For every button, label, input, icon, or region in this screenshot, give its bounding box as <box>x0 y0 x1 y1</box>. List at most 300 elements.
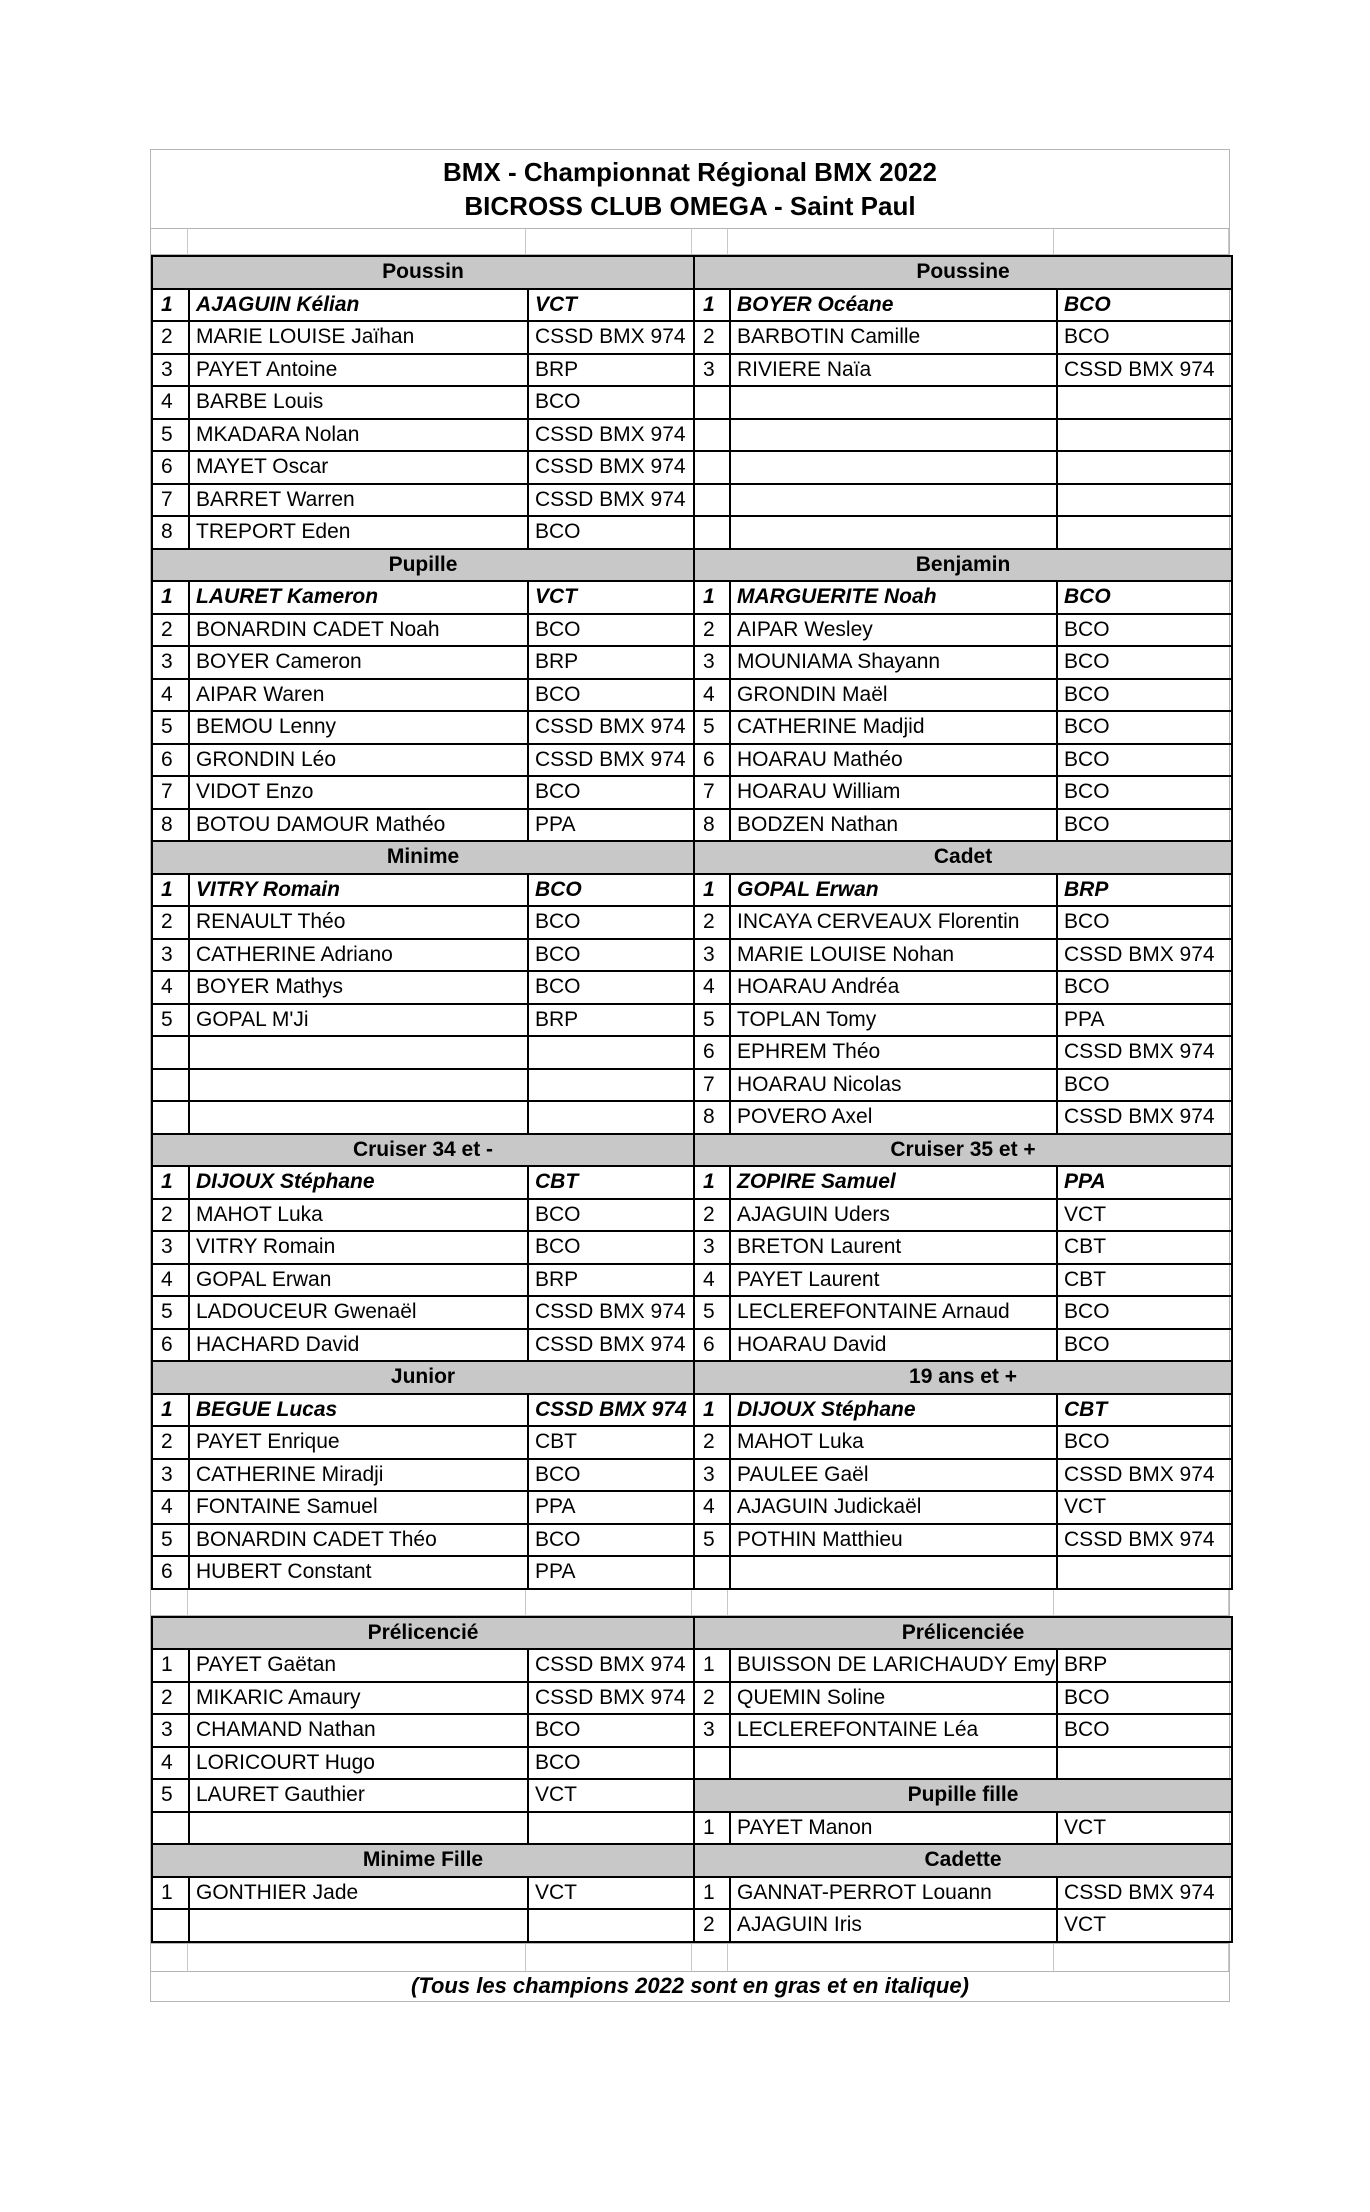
rider-name-cell: GOPAL Erwan <box>189 1264 528 1297</box>
rank-cell: 7 <box>152 484 189 517</box>
club-cell: PPA <box>528 809 694 842</box>
spacer-row <box>151 229 1229 255</box>
table-row <box>152 1714 1232 1747</box>
category-header: Poussin <box>152 256 694 289</box>
rider-name-cell: AJAGUIN Judickaël <box>730 1491 1057 1524</box>
table-row <box>152 1524 1232 1557</box>
category-header-row <box>152 1844 1232 1877</box>
rider-name-cell: GONTHIER Jade <box>189 1877 528 1910</box>
rank-cell: 5 <box>152 1524 189 1557</box>
rider-name-cell: PAYET Enrique <box>189 1426 528 1459</box>
empty-cell <box>694 1556 730 1589</box>
spacer-cell <box>526 1944 692 1971</box>
rank-cell: 3 <box>152 646 189 679</box>
spacer-cell <box>151 1944 188 1971</box>
table-row <box>152 451 1232 484</box>
club-cell: CBT <box>1057 1231 1232 1264</box>
rank-cell: 4 <box>152 1264 189 1297</box>
table-row <box>152 1649 1232 1682</box>
empty-cell <box>1057 516 1232 549</box>
category-header: Prélicenciée <box>694 1617 1232 1650</box>
rider-name-cell: POVERO Axel <box>730 1101 1057 1134</box>
rider-name-cell: BEMOU Lenny <box>189 711 528 744</box>
empty-cell <box>152 1101 189 1134</box>
rider-name-cell: POTHIN Matthieu <box>730 1524 1057 1557</box>
rider-name-cell: TREPORT Eden <box>189 516 528 549</box>
club-cell: BCO <box>528 1459 694 1492</box>
empty-cell <box>730 419 1057 452</box>
empty-cell <box>189 1812 528 1845</box>
club-cell: BCO <box>1057 1682 1232 1715</box>
rider-name-cell: RENAULT Théo <box>189 906 528 939</box>
club-cell: BCO <box>528 906 694 939</box>
category-header: Cadet <box>694 841 1232 874</box>
empty-cell <box>730 516 1057 549</box>
spacer-cell <box>188 1944 526 1971</box>
rank-cell: 1 <box>152 1166 189 1199</box>
rider-name-cell: LAURET Gauthier <box>189 1779 528 1812</box>
rider-name-cell: TOPLAN Tomy <box>730 1004 1057 1037</box>
category-header: Cruiser 35 et + <box>694 1134 1232 1167</box>
rank-cell: 2 <box>152 1199 189 1232</box>
rank-cell: 3 <box>152 354 189 387</box>
table-row <box>152 614 1232 647</box>
club-cell: BCO <box>1057 646 1232 679</box>
rider-name-cell: BUISSON DE LARICHAUDY Emy <box>730 1649 1057 1682</box>
club-cell: CSSD BMX 974 <box>528 451 694 484</box>
rank-cell: 4 <box>694 679 730 712</box>
empty-cell <box>694 484 730 517</box>
rank-cell: 7 <box>694 1069 730 1102</box>
rank-cell: 1 <box>694 289 730 322</box>
club-cell: BCO <box>528 1747 694 1780</box>
category-header-row <box>152 841 1232 874</box>
rank-cell: 6 <box>694 744 730 777</box>
rider-name-cell: GRONDIN Léo <box>189 744 528 777</box>
table-row <box>152 1199 1232 1232</box>
rider-name-cell: HOARAU Mathéo <box>730 744 1057 777</box>
table-row <box>152 1909 1232 1942</box>
rider-name-cell: AIPAR Waren <box>189 679 528 712</box>
table-row <box>152 1491 1232 1524</box>
club-cell: BCO <box>528 776 694 809</box>
table-row <box>152 1682 1232 1715</box>
club-cell: BCO <box>1057 711 1232 744</box>
club-cell: CSSD BMX 974 <box>1057 1036 1232 1069</box>
category-header-row <box>152 1617 1232 1650</box>
rider-name-cell: GOPAL M'Ji <box>189 1004 528 1037</box>
rider-name-cell: PAYET Gaëtan <box>189 1649 528 1682</box>
table-row <box>152 1101 1232 1134</box>
rank-cell: 1 <box>694 581 730 614</box>
rider-name-cell: RIVIERE Naïa <box>730 354 1057 387</box>
rider-name-cell: BARRET Warren <box>189 484 528 517</box>
empty-cell <box>528 1101 694 1134</box>
club-cell: BCO <box>1057 1069 1232 1102</box>
rider-name-cell: AJAGUIN Uders <box>730 1199 1057 1232</box>
rider-name-cell: MARIE LOUISE Nohan <box>730 939 1057 972</box>
rank-cell: 2 <box>694 1909 730 1942</box>
rider-name-cell: MAYET Oscar <box>189 451 528 484</box>
table-row <box>152 1231 1232 1264</box>
rank-cell: 1 <box>152 289 189 322</box>
rank-cell: 2 <box>152 614 189 647</box>
category-header: Minime Fille <box>152 1844 694 1877</box>
rider-name-cell: PAULEE Gaël <box>730 1459 1057 1492</box>
club-cell: CBT <box>1057 1394 1232 1427</box>
rank-cell: 6 <box>694 1329 730 1362</box>
club-cell: CSSD BMX 974 <box>528 321 694 354</box>
rank-cell: 5 <box>152 1004 189 1037</box>
rider-name-cell: VITRY Romain <box>189 1231 528 1264</box>
rider-name-cell: PAYET Antoine <box>189 354 528 387</box>
club-cell: PPA <box>528 1491 694 1524</box>
club-cell: BCO <box>528 1714 694 1747</box>
table-row <box>152 939 1232 972</box>
club-cell: BCO <box>528 516 694 549</box>
spacer-row <box>151 1943 1229 1971</box>
rider-name-cell: BOYER Océane <box>730 289 1057 322</box>
rank-cell: 5 <box>152 711 189 744</box>
rank-cell: 3 <box>694 354 730 387</box>
rank-cell: 2 <box>694 1426 730 1459</box>
empty-cell <box>730 386 1057 419</box>
rider-name-cell: BARBOTIN Camille <box>730 321 1057 354</box>
rank-cell: 2 <box>152 906 189 939</box>
rider-name-cell: QUEMIN Soline <box>730 1682 1057 1715</box>
club-cell: BCO <box>1057 679 1232 712</box>
rank-cell: 4 <box>152 386 189 419</box>
rank-cell: 1 <box>152 1394 189 1427</box>
club-cell: BCO <box>1057 289 1232 322</box>
rank-cell: 1 <box>152 874 189 907</box>
table-row <box>152 321 1232 354</box>
rider-name-cell: CHAMAND Nathan <box>189 1714 528 1747</box>
spacer-cell <box>1054 1944 1229 1971</box>
rank-cell: 2 <box>694 1682 730 1715</box>
club-cell: BCO <box>528 614 694 647</box>
table-row <box>152 1329 1232 1362</box>
rank-cell: 1 <box>694 1166 730 1199</box>
rider-name-cell: MOUNIAMA Shayann <box>730 646 1057 679</box>
club-cell: BRP <box>528 354 694 387</box>
table-row <box>152 419 1232 452</box>
rank-cell: 2 <box>694 321 730 354</box>
table-row <box>152 971 1232 1004</box>
rank-cell: 5 <box>152 1779 189 1812</box>
table-row <box>152 711 1232 744</box>
club-cell: BRP <box>528 646 694 679</box>
rank-cell: 4 <box>152 679 189 712</box>
rider-name-cell: FONTAINE Samuel <box>189 1491 528 1524</box>
club-cell: VCT <box>1057 1812 1232 1845</box>
club-cell: CSSD BMX 974 <box>528 744 694 777</box>
table-row <box>152 1877 1232 1910</box>
rank-cell: 5 <box>694 711 730 744</box>
rider-name-cell: EPHREM Théo <box>730 1036 1057 1069</box>
club-cell: BCO <box>1057 971 1232 1004</box>
table-row <box>152 809 1232 842</box>
spacer-cell <box>728 1590 1054 1615</box>
club-cell: CSSD BMX 974 <box>1057 354 1232 387</box>
club-cell: CSSD BMX 974 <box>1057 939 1232 972</box>
club-cell: VCT <box>1057 1199 1232 1232</box>
rank-cell: 2 <box>694 614 730 647</box>
club-cell: CSSD BMX 974 <box>528 484 694 517</box>
table-row <box>152 354 1232 387</box>
empty-cell <box>189 1036 528 1069</box>
club-cell: CSSD BMX 974 <box>528 1682 694 1715</box>
club-cell: BCO <box>1057 1714 1232 1747</box>
empty-cell <box>730 451 1057 484</box>
club-cell: BCO <box>528 971 694 1004</box>
rider-name-cell: LECLEREFONTAINE Arnaud <box>730 1296 1057 1329</box>
club-cell: VCT <box>1057 1909 1232 1942</box>
empty-cell <box>189 1909 528 1942</box>
rank-cell: 4 <box>152 971 189 1004</box>
rider-name-cell: VITRY Romain <box>189 874 528 907</box>
main-results-table <box>151 255 1233 1590</box>
rider-name-cell: LADOUCEUR Gwenaël <box>189 1296 528 1329</box>
spacer-cell <box>151 229 188 254</box>
rank-cell: 1 <box>152 581 189 614</box>
club-cell: BCO <box>1057 581 1232 614</box>
rank-cell: 1 <box>694 1394 730 1427</box>
club-cell: VCT <box>1057 1491 1232 1524</box>
empty-cell <box>1057 386 1232 419</box>
rank-cell: 6 <box>152 451 189 484</box>
title-line-2: BICROSS CLUB OMEGA - Saint Paul <box>464 191 916 221</box>
club-cell: CBT <box>528 1426 694 1459</box>
rank-cell: 4 <box>152 1491 189 1524</box>
spacer-cell <box>526 1590 692 1615</box>
table-row <box>152 1004 1232 1037</box>
empty-cell <box>694 386 730 419</box>
rank-cell: 3 <box>694 1459 730 1492</box>
club-cell: CSSD BMX 974 <box>1057 1101 1232 1134</box>
rider-name-cell: BOYER Cameron <box>189 646 528 679</box>
rank-cell: 3 <box>152 1231 189 1264</box>
rider-name-cell: BONARDIN CADET Noah <box>189 614 528 647</box>
rider-name-cell: MIKARIC Amaury <box>189 1682 528 1715</box>
table-row <box>152 679 1232 712</box>
category-header: Benjamin <box>694 549 1232 582</box>
club-cell: CSSD BMX 974 <box>528 711 694 744</box>
rank-cell: 1 <box>694 874 730 907</box>
table-row <box>152 1166 1232 1199</box>
club-cell: BCO <box>528 874 694 907</box>
rider-name-cell: VIDOT Enzo <box>189 776 528 809</box>
club-cell: VCT <box>528 581 694 614</box>
rank-cell: 8 <box>694 1101 730 1134</box>
table-row <box>152 906 1232 939</box>
rank-cell: 3 <box>694 646 730 679</box>
rider-name-cell: INCAYA CERVEAUX Florentin <box>730 906 1057 939</box>
empty-cell <box>152 1909 189 1942</box>
table-row <box>152 1426 1232 1459</box>
table-row <box>152 646 1232 679</box>
table-row <box>152 874 1232 907</box>
club-cell: CSSD BMX 974 <box>528 1394 694 1427</box>
rank-cell: 2 <box>694 1199 730 1232</box>
table-row <box>152 289 1232 322</box>
rider-name-cell: DIJOUX Stéphane <box>730 1394 1057 1427</box>
rider-name-cell: PAYET Manon <box>730 1812 1057 1845</box>
rider-name-cell: LECLEREFONTAINE Léa <box>730 1714 1057 1747</box>
table-row <box>152 1779 1232 1812</box>
category-header-row <box>152 1361 1232 1394</box>
spacer-cell <box>1054 229 1229 254</box>
rider-name-cell: BOYER Mathys <box>189 971 528 1004</box>
title-box <box>151 150 1229 229</box>
empty-cell <box>730 484 1057 517</box>
club-cell: BCO <box>528 679 694 712</box>
rider-name-cell: MAHOT Luka <box>189 1199 528 1232</box>
empty-cell <box>730 1556 1057 1589</box>
club-cell: VCT <box>528 289 694 322</box>
club-cell: VCT <box>528 1779 694 1812</box>
rider-name-cell: HOARAU Nicolas <box>730 1069 1057 1102</box>
table-row <box>152 1747 1232 1780</box>
rider-name-cell: AIPAR Wesley <box>730 614 1057 647</box>
empty-cell <box>694 419 730 452</box>
category-header-row <box>152 1134 1232 1167</box>
category-header: Prélicencié <box>152 1617 694 1650</box>
table-row <box>152 386 1232 419</box>
empty-cell <box>694 451 730 484</box>
table-row <box>152 1036 1232 1069</box>
rider-name-cell: AJAGUIN Kélian <box>189 289 528 322</box>
rider-name-cell: HACHARD David <box>189 1329 528 1362</box>
table-row <box>152 1296 1232 1329</box>
rank-cell: 6 <box>152 1329 189 1362</box>
empty-cell <box>189 1069 528 1102</box>
rank-cell: 8 <box>694 809 730 842</box>
empty-cell <box>1057 1747 1232 1780</box>
rider-name-cell: LAURET Kameron <box>189 581 528 614</box>
category-header: Poussine <box>694 256 1232 289</box>
rank-cell: 4 <box>694 1264 730 1297</box>
rank-cell: 7 <box>152 776 189 809</box>
rank-cell: 6 <box>152 1556 189 1589</box>
rider-name-cell: LORICOURT Hugo <box>189 1747 528 1780</box>
table-row <box>152 744 1232 777</box>
rider-name-cell: CATHERINE Adriano <box>189 939 528 972</box>
rider-name-cell: GANNAT-PERROT Louann <box>730 1877 1057 1910</box>
club-cell: CBT <box>1057 1264 1232 1297</box>
rider-name-cell: HUBERT Constant <box>189 1556 528 1589</box>
rider-name-cell: DIJOUX Stéphane <box>189 1166 528 1199</box>
empty-cell <box>152 1069 189 1102</box>
club-cell: BRP <box>528 1004 694 1037</box>
spacer-cell <box>188 1590 526 1615</box>
rank-cell: 3 <box>694 939 730 972</box>
empty-cell <box>730 1747 1057 1780</box>
table-row <box>152 1556 1232 1589</box>
club-cell: BCO <box>1057 1296 1232 1329</box>
empty-cell <box>694 516 730 549</box>
club-cell: CSSD BMX 974 <box>1057 1877 1232 1910</box>
category-header-row <box>152 256 1232 289</box>
rider-name-cell: GOPAL Erwan <box>730 874 1057 907</box>
club-cell: BRP <box>1057 874 1232 907</box>
rank-cell: 4 <box>152 1747 189 1780</box>
club-cell: BCO <box>1057 744 1232 777</box>
club-cell: BCO <box>1057 809 1232 842</box>
rank-cell: 7 <box>694 776 730 809</box>
rider-name-cell: MKADARA Nolan <box>189 419 528 452</box>
category-header-row <box>152 549 1232 582</box>
empty-cell <box>1057 484 1232 517</box>
empty-cell <box>528 1909 694 1942</box>
empty-cell <box>1057 451 1232 484</box>
table-row <box>152 776 1232 809</box>
club-cell: PPA <box>1057 1166 1232 1199</box>
club-cell: BRP <box>528 1264 694 1297</box>
club-cell: BRP <box>1057 1649 1232 1682</box>
spacer-cell <box>692 1590 728 1615</box>
category-header: Cadette <box>694 1844 1232 1877</box>
rider-name-cell: HOARAU William <box>730 776 1057 809</box>
rank-cell: 1 <box>694 1649 730 1682</box>
rank-cell: 6 <box>152 744 189 777</box>
rider-name-cell: BOTOU DAMOUR Mathéo <box>189 809 528 842</box>
rank-cell: 8 <box>152 809 189 842</box>
empty-cell <box>152 1036 189 1069</box>
rider-name-cell: CATHERINE Miradji <box>189 1459 528 1492</box>
club-cell: CBT <box>528 1166 694 1199</box>
spacer-cell <box>728 229 1054 254</box>
spacer-cell <box>728 1944 1054 1971</box>
rider-name-cell: BEGUE Lucas <box>189 1394 528 1427</box>
rank-cell: 5 <box>152 1296 189 1329</box>
club-cell: BCO <box>1057 1329 1232 1362</box>
club-cell: BCO <box>528 1524 694 1557</box>
rank-cell: 6 <box>694 1036 730 1069</box>
rider-name-cell: BARBE Louis <box>189 386 528 419</box>
rank-cell: 4 <box>694 971 730 1004</box>
rank-cell: 5 <box>694 1524 730 1557</box>
spacer-cell <box>1054 1590 1229 1615</box>
club-cell: BCO <box>1057 614 1232 647</box>
club-cell: CSSD BMX 974 <box>1057 1524 1232 1557</box>
rider-name-cell: HOARAU Andréa <box>730 971 1057 1004</box>
rider-name-cell: BRETON Laurent <box>730 1231 1057 1264</box>
rank-cell: 2 <box>152 321 189 354</box>
category-header: Cruiser 34 et - <box>152 1134 694 1167</box>
table-row <box>152 1394 1232 1427</box>
empty-cell <box>152 1812 189 1845</box>
category-header: Junior <box>152 1361 694 1394</box>
club-cell: CSSD BMX 974 <box>528 1296 694 1329</box>
rank-cell: 3 <box>694 1231 730 1264</box>
empty-cell <box>528 1036 694 1069</box>
rank-cell: 5 <box>694 1296 730 1329</box>
table-row <box>152 516 1232 549</box>
rank-cell: 5 <box>152 419 189 452</box>
spacer-cell <box>692 229 728 254</box>
spacer-cell <box>692 1944 728 1971</box>
empty-cell <box>1057 1556 1232 1589</box>
club-cell: PPA <box>1057 1004 1232 1037</box>
club-cell: BCO <box>528 386 694 419</box>
rider-name-cell: ZOPIRE Samuel <box>730 1166 1057 1199</box>
club-cell: BCO <box>1057 776 1232 809</box>
table-row <box>152 1069 1232 1102</box>
empty-cell <box>528 1812 694 1845</box>
rank-cell: 8 <box>152 516 189 549</box>
empty-cell <box>1057 419 1232 452</box>
